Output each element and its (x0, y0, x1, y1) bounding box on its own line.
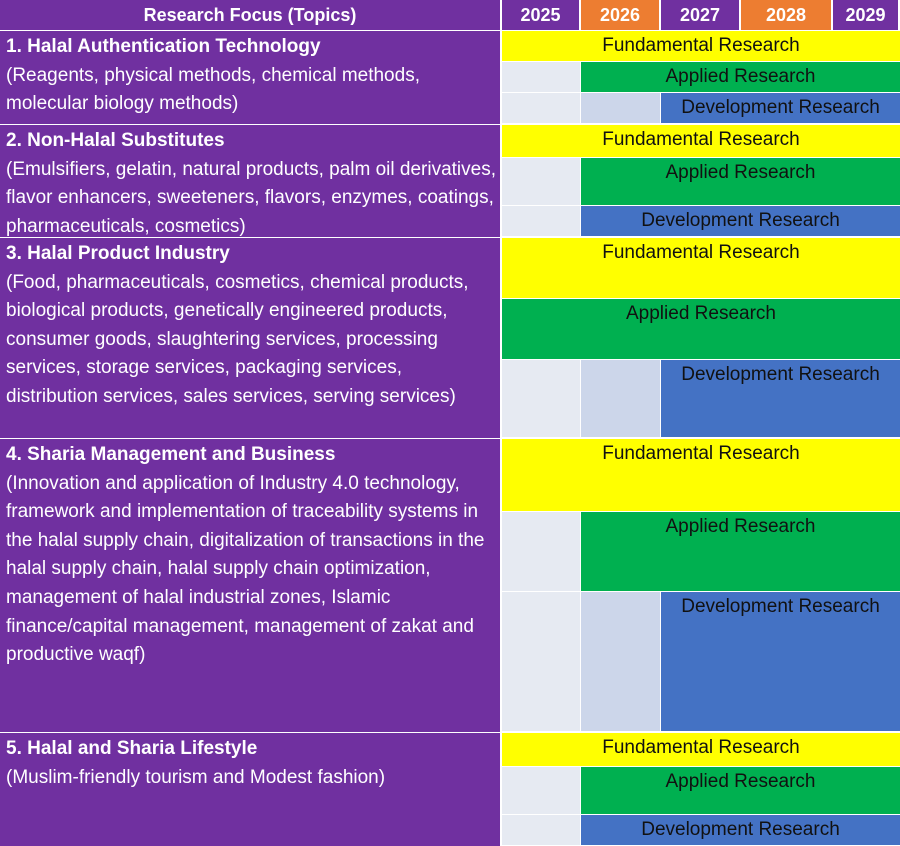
topic-title: 3. Halal Product Industry (6, 243, 230, 264)
empty-cell (502, 592, 580, 731)
empty-cell (502, 512, 580, 591)
applied-research-bar: Applied Research (581, 767, 900, 814)
applied-research-bar: Applied Research (502, 299, 900, 359)
fundamental-research-bar: Fundamental Research (502, 238, 900, 298)
development-research-bar: Development Research (661, 592, 900, 731)
empty-cell (581, 93, 660, 123)
year-header-2026: 2026 (581, 0, 659, 30)
topic-cell-5 (0, 733, 500, 846)
development-research-bar: Development Research (581, 815, 900, 845)
fundamental-research-bar: Fundamental Research (502, 733, 900, 766)
topic-title: 4. Sharia Management and Business (6, 444, 336, 465)
topic-description: (Innovation and application of Industry 4.0 technology, framework and implementation of traceability systems in the halal supply chain, digitalization of transactions in the halal supply chain, halal supply chain optimization, management of halal industrial zones, Islamic finance/capital management, management of zakat and productive waqf) (6, 472, 485, 666)
empty-cell (502, 158, 580, 205)
topic-cell-1 (0, 31, 500, 124)
topic-description: (Emulsifiers, gelatin, natural products, palm oil derivatives, flavor enhancers, sweeteners, flavors, enzymes, coatings, pharmaceuticals, cosmetics) (6, 158, 496, 237)
topic-cell-3 (0, 238, 500, 438)
empty-cell (502, 360, 580, 437)
year-header-2025: 2025 (502, 0, 579, 30)
empty-cell (502, 767, 580, 814)
topic-title: 5. Halal and Sharia Lifestyle (6, 738, 258, 759)
topic-cell-2 (0, 125, 500, 237)
fundamental-research-bar: Fundamental Research (502, 125, 900, 157)
year-header-2027: 2027 (661, 0, 739, 30)
topic-title: 2. Non-Halal Substitutes (6, 130, 225, 151)
applied-research-bar: Applied Research (581, 62, 900, 92)
empty-cell (581, 592, 660, 731)
empty-cell (581, 360, 660, 437)
topic-description: (Muslim-friendly tourism and Modest fashion) (6, 766, 386, 788)
empty-cell (502, 815, 580, 845)
topic-column-header: Research Focus (Topics) (0, 0, 500, 30)
fundamental-research-bar: Fundamental Research (502, 439, 900, 511)
development-research-bar: Development Research (581, 206, 900, 236)
empty-cell (502, 93, 580, 123)
year-header-2029: 2029 (833, 0, 898, 30)
development-research-bar: Development Research (661, 93, 900, 123)
year-header-2028: 2028 (741, 0, 831, 30)
topic-description: (Food, pharmaceuticals, cosmetics, chemical products, biological products, genetically engineered products, consumer goods, slaughtering services, processing services, storage services, packaging services, distribution services, sales services, serving services) (6, 271, 469, 407)
empty-cell (502, 62, 580, 92)
development-research-bar: Development Research (661, 360, 900, 437)
empty-cell (502, 206, 580, 236)
applied-research-bar: Applied Research (581, 158, 900, 205)
applied-research-bar: Applied Research (581, 512, 900, 591)
fundamental-research-bar: Fundamental Research (502, 31, 900, 61)
topic-description: (Reagents, physical methods, chemical methods, molecular biology methods) (6, 64, 420, 115)
topic-title: 1. Halal Authentication Technology (6, 36, 321, 57)
topic-cell-4 (0, 439, 500, 732)
